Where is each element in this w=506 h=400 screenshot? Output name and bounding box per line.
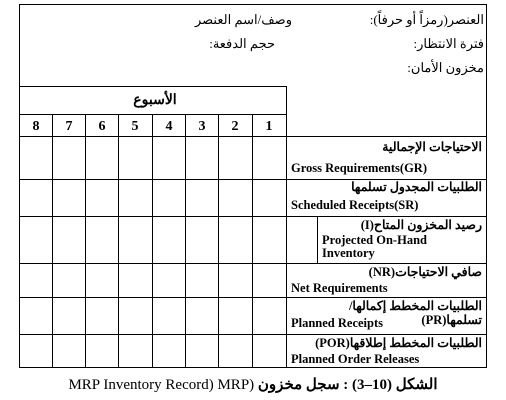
row-label-sr-arabic: الطلبيات المجدول تسلمها bbox=[351, 180, 482, 194]
row-label-pr-arabic: الطلبيات المخطط إكمالها/تسلمها(PR) bbox=[348, 299, 482, 327]
week-column-divider bbox=[118, 114, 119, 368]
row-divider bbox=[19, 297, 487, 298]
week-number-8: 8 bbox=[32, 119, 40, 134]
weeks-title: الأسبوع bbox=[133, 93, 177, 108]
lead-time-label: فترة الانتظار: bbox=[413, 36, 484, 51]
week-number-3: 3 bbox=[198, 119, 206, 134]
week-column-divider bbox=[85, 114, 86, 368]
row-divider bbox=[19, 136, 487, 137]
row-label-por-arabic: الطلبيات المخطط إطلاقها(POR) bbox=[315, 336, 482, 350]
week-column-divider bbox=[152, 114, 153, 368]
caption-english: MRP Inventory Record) MRP) bbox=[68, 377, 255, 393]
label-column-divider bbox=[286, 86, 287, 368]
row-label-pr-english: Planned Receipts bbox=[291, 316, 384, 330]
week-number-4: 4 bbox=[165, 119, 173, 134]
week-column-divider bbox=[252, 114, 253, 368]
week-number-6: 6 bbox=[98, 119, 106, 134]
row-label-inventory-english: Projected On-Hand Inventory bbox=[322, 233, 427, 260]
week-column-divider bbox=[185, 114, 186, 368]
grid-top-line bbox=[19, 86, 287, 87]
row-divider bbox=[19, 263, 487, 264]
row-divider bbox=[19, 334, 487, 335]
figure-caption bbox=[0, 376, 506, 394]
row-label-nr-arabic: صافي الاحتياجات(NR) bbox=[368, 265, 482, 279]
week-column-divider bbox=[52, 114, 53, 368]
row-label-sr-english: Scheduled Receipts(SR) bbox=[291, 198, 419, 212]
safety-stock-label: مخزون الأمان: bbox=[407, 60, 484, 75]
row-label-gr-english: Gross Requirements(GR) bbox=[291, 161, 427, 175]
week-number-5: 5 bbox=[131, 119, 139, 134]
week-column-divider bbox=[218, 114, 219, 368]
row-label-gr-arabic: الاحتياجات الإجمالية bbox=[382, 140, 482, 154]
item-label: العنصر(رمزاً أو حرفاً): bbox=[369, 12, 484, 27]
inventory-inner-divider bbox=[317, 216, 318, 263]
week-number-1: 1 bbox=[265, 119, 273, 134]
description-label: وصف/اسم العنصر bbox=[194, 12, 292, 27]
row-divider bbox=[19, 216, 487, 217]
row-label-nr-english: Net Requirements bbox=[291, 281, 388, 295]
caption-arabic: الشكل (10–3) : سجل مخزون bbox=[257, 377, 438, 393]
batch-size-label: حجم الدفعة: bbox=[209, 36, 275, 51]
week-number-2: 2 bbox=[231, 119, 239, 134]
row-label-por-english: Planned Order Releases bbox=[291, 352, 420, 366]
week-number-7: 7 bbox=[65, 119, 73, 134]
week-header-divider bbox=[19, 114, 287, 115]
row-label-inventory-arabic: رصيد المخزون المتاح(I) bbox=[360, 218, 482, 232]
